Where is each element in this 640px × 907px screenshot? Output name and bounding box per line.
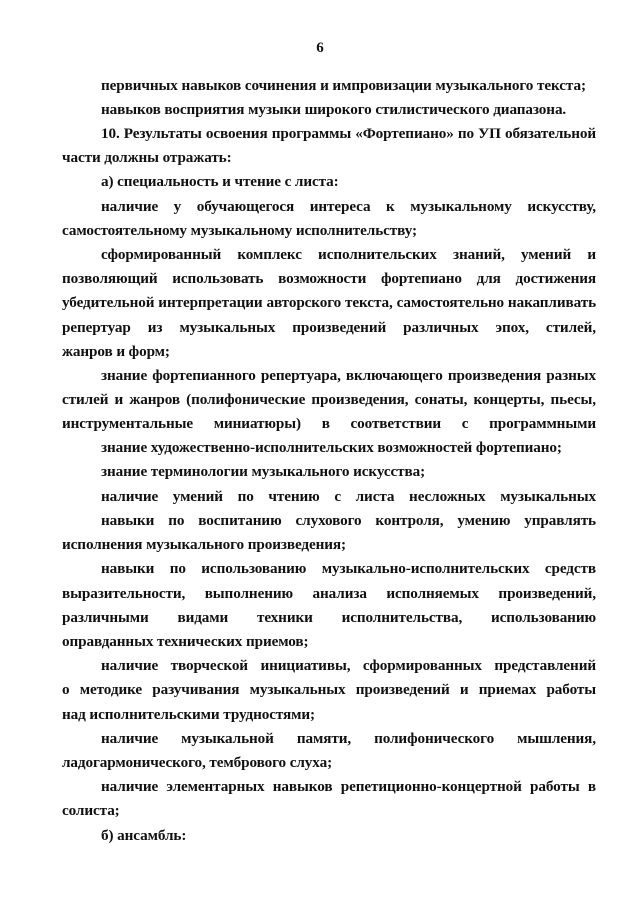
text-line: ладогармонического, тембрового слуха; [62, 754, 333, 771]
text-line: навыки по воспитанию слухового контроля, умению управлять [101, 512, 596, 529]
text-line: позволяющий использовать возможности фортепиано для достижения [62, 270, 596, 287]
text-line: оправданных технических приемов; [62, 633, 309, 650]
text-line: о методике разучивания музыкальных произведений и приемах работы [62, 681, 596, 698]
text-line: навыков восприятия музыки широкого стилистического диапазона. [101, 101, 567, 118]
text-line: знание терминологии музыкального искусства; [101, 463, 426, 480]
text-line: наличие у обучающегося интереса к музыкальному искусству, [101, 198, 596, 215]
text-line: наличие творческой инициативы, сформированных представлений [101, 657, 596, 674]
text-line: сформированный комплекс исполнительских знаний, умений и [101, 246, 596, 263]
text-line: навыки по использованию музыкально-исполнительских средств [101, 560, 596, 577]
text-line: различными видами техники исполнительства, использованию [62, 609, 596, 626]
text-line: знание художественно-исполнительских возможностей фортепиано; [101, 439, 562, 456]
text-line: наличие умений по чтению с листа несложных музыкальных [101, 488, 596, 505]
text-line: над исполнительскими трудностями; [62, 706, 315, 723]
text-line: репертуар из музыкальных произведений различных эпох, стилей, [62, 319, 596, 336]
page-number: 6 [316, 40, 324, 56]
text-line: наличие музыкальной памяти, полифонического мышления, [101, 730, 596, 747]
text-line: жанров и форм; [62, 343, 170, 360]
text-line: а) специальность и чтение с листа: [101, 173, 339, 190]
text-line: выразительности, выполнению анализа исполняемых произведений, [62, 585, 596, 602]
text-line: знание фортепианного репертуара, включающего произведения разных [101, 367, 596, 384]
text-line: самостоятельному музыкальному исполнительству; [62, 222, 417, 239]
text-line: стилей и жанров (полифонические произведения, сонаты, концерты, пьесы, [62, 391, 596, 408]
text-line: солиста; [62, 802, 120, 819]
text-line: наличие элементарных навыков репетиционно-концертной работы в [101, 778, 596, 795]
text-line: 10. Результаты освоения программы «Фортепиано» по УП обязательной [101, 125, 596, 142]
text-line: исполнения музыкального произведения; [62, 536, 347, 553]
text-line: части должны отражать: [62, 149, 232, 166]
text-line: убедительной интерпретации авторского текста, самостоятельно накапливать [62, 294, 596, 311]
text-line: инструментальные миниатюры) в соответствии с программными [62, 415, 596, 432]
text-line: б) ансамбль: [101, 827, 187, 844]
text-line: первичных навыков сочинения и импровизации музыкального текста; [101, 77, 586, 94]
